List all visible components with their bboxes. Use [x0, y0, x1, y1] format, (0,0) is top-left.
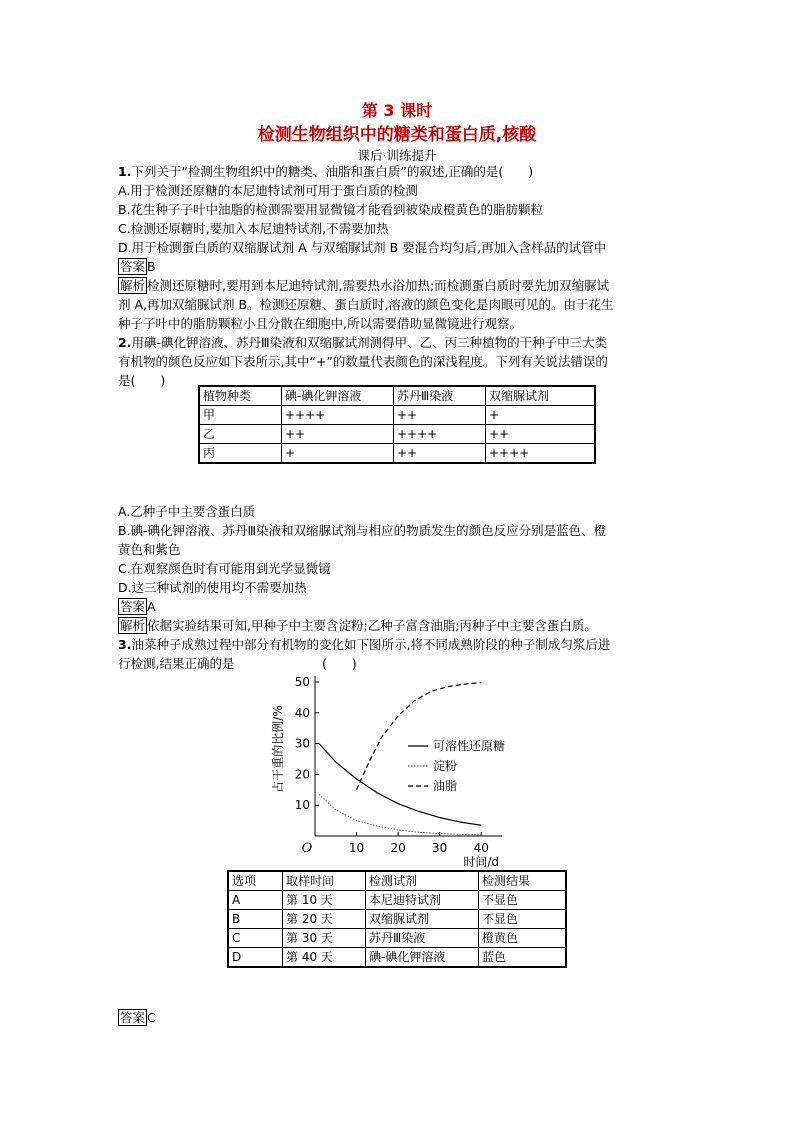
table-row — [228, 891, 566, 910]
table-cell: C — [228, 929, 283, 948]
q3-answer — [118, 1008, 678, 1027]
q2-answer — [118, 597, 678, 616]
table-cell: ++++ — [282, 406, 394, 425]
q1-answer — [118, 257, 678, 276]
table-header-cell: 植物种类 — [199, 386, 282, 406]
answer-tag: 答案 — [120, 1010, 146, 1025]
table-cell: 碘-碘化钾溶液 — [366, 948, 479, 968]
q2-stem-text-1: 用碘-碘化钾溶液、苏丹Ⅲ染液和双缩脲试剂测得甲、乙、丙三种植物的干种子中三大类 — [131, 335, 608, 350]
table-header-cell: 取样时间 — [283, 871, 366, 891]
table-cell: 本尼迪特试剂 — [366, 891, 479, 910]
q2-analysis-text: 依据实验结果可知,甲种子中主要含淀粉;乙种子富含油脂;丙种子中主要含蛋白质。 — [147, 618, 597, 633]
q1-option-d: D.用于检测蛋白质的双缩脲试剂 A 与双缩脲试剂 B 要混合均匀后,再加入含样品的试管中 — [118, 240, 607, 255]
y-axis-label: 占干重的比例/% — [271, 705, 285, 793]
table-cell: ++ — [394, 406, 486, 425]
q3-stem-line-2: 行检测,结果正确的是 ( ) — [118, 656, 357, 671]
table-cell: 第 10 天 — [283, 891, 366, 910]
table-cell: 丙 — [199, 444, 282, 464]
origin-label: O — [301, 841, 313, 856]
q1-stem — [118, 162, 678, 181]
table-cell: 不显色 — [479, 910, 567, 929]
table-header-cell: 检测试剂 — [366, 871, 479, 891]
x-tick-label: 40 — [473, 841, 489, 855]
y-tick-label: 30 — [294, 736, 310, 751]
q2-stem-line-2: 有机物的颜色反应如下表所示,其中“+”的数量代表颜色的深浅程度。下列有关说法错误的 — [118, 354, 608, 369]
q2-option-c: C.在观察颜色时有可能用到光学显微镜 — [118, 561, 331, 576]
q2-answer-value: A — [147, 599, 156, 614]
legend-label: 油脂 — [433, 779, 458, 793]
q1-option-c: C.检测还原糖时,要加入本尼迪特试剂,不需要加热 — [118, 221, 389, 236]
x-tick-label: 10 — [348, 841, 365, 855]
q3-number: 3. — [118, 637, 132, 652]
q2-option-b-cont: 黄色和紫色 — [118, 542, 181, 557]
page-subtitle: 课后·训练提升 — [357, 148, 437, 163]
table-cell: ++ — [486, 425, 596, 444]
table-header-cell: 碘-碘化钾溶液 — [282, 386, 394, 406]
legend-label: 可溶性还原糖 — [433, 739, 506, 753]
table-cell: 蓝色 — [479, 948, 567, 968]
chart-legend — [408, 738, 505, 793]
table-row — [199, 425, 595, 444]
table-cell: 第 30 天 — [283, 929, 366, 948]
q1-answer-value: B — [147, 259, 156, 274]
analysis-tag: 解析 — [120, 618, 146, 633]
series-line-2 — [319, 794, 481, 834]
table-row — [228, 929, 566, 948]
table-cell: 第 20 天 — [283, 910, 366, 929]
q2-analysis — [118, 616, 678, 635]
table-cell: ++ — [394, 444, 486, 464]
table-cell: 乙 — [199, 425, 282, 444]
q1-number: 1. — [118, 164, 132, 179]
q3-stem-line-1 — [118, 635, 678, 654]
table-row — [228, 910, 566, 929]
answer-tag: 答案 — [120, 259, 146, 274]
q1-analysis-text-1: 检测还原糖时,要用到本尼迪特试剂,需要热水浴加热;而检测蛋白质时要先加双缩脲试 — [147, 278, 610, 293]
table-row — [228, 948, 566, 968]
q2-option-d: D.这三种试剂的使用均不需要加热 — [118, 580, 307, 595]
table-cell: 橙黄色 — [479, 929, 567, 948]
table-cell: 苏丹Ⅲ染液 — [366, 929, 479, 948]
table-cell: ++ — [282, 425, 394, 444]
axis-ticks — [295, 675, 489, 855]
table-header-cell: 选项 — [228, 871, 283, 891]
table-header-cell: 苏丹Ⅲ染液 — [394, 386, 486, 406]
lesson-number: 第 3 课时 — [361, 101, 433, 120]
q2-number: 2. — [118, 335, 132, 350]
table-header-cell: 检测结果 — [479, 871, 567, 891]
q3-stem-text-1: 油菜种子成熟过程中部分有机物的变化如下图所示,将不同成熟阶段的种子制成匀浆后进 — [131, 637, 611, 652]
q3-table — [227, 870, 567, 968]
q2-option-b: B.碘-碘化钾溶液、苏丹Ⅲ染液和双缩脲试剂与相应的物质发生的颜色反应分别是蓝色、橙 — [118, 523, 607, 538]
y-tick-label: 20 — [294, 767, 310, 782]
table-header-row — [199, 386, 595, 406]
table-header-row — [228, 871, 566, 891]
q1-stem-text: 下列关于“检测生物组织中的糖类、油脂和蛋白质”的叙述,正确的是( ) — [131, 164, 534, 179]
table-cell: B — [228, 910, 283, 929]
x-tick-label: 30 — [432, 841, 448, 855]
table-header-cell: 双缩脲试剂 — [486, 386, 596, 406]
series-line-3 — [357, 683, 482, 790]
q1-analysis-line-3: 种子子叶中的脂肪颗粒小且分散在细胞中,所以需要借助显微镜进行观察。 — [118, 316, 522, 331]
table-cell: + — [486, 406, 596, 425]
table-cell: 不显色 — [479, 891, 567, 910]
q2-stem-line-3: 是( ) — [118, 373, 166, 388]
x-axis-label: 时间/d — [463, 855, 500, 868]
table-cell: 双缩脲试剂 — [366, 910, 479, 929]
q2-table — [198, 385, 596, 464]
page-title: 检测生物组织中的糖类和蛋白质,核酸 — [257, 125, 537, 145]
x-tick-label: 20 — [390, 841, 406, 855]
legend-label: 淀粉 — [433, 759, 458, 773]
q1-option-a: A.用于检测还原糖的本尼迪特试剂可用于蛋白质的检测 — [118, 183, 418, 198]
table-row — [199, 406, 595, 425]
table-cell: 甲 — [199, 406, 282, 425]
q2-option-a: A.乙种子中主要含蛋白质 — [118, 504, 256, 519]
y-tick-label: 10 — [294, 798, 310, 813]
q2-stem-line-1 — [118, 333, 678, 352]
y-tick-label: 40 — [294, 705, 310, 720]
chart-plot-group — [270, 675, 505, 868]
q1-option-b: B.花生种子子叶中油脂的检测需要用显微镜才能看到被染成橙黄色的脂肪颗粒 — [118, 202, 544, 217]
table-cell: + — [282, 444, 394, 464]
table-cell: D — [228, 948, 283, 968]
q1-analysis-line-2: 剂 A,再加双缩脲试剂 B。检测还原糖、蛋白质时,溶液的颜色变化是肉眼可见的。由于花生 — [118, 297, 614, 312]
q3-answer-value: C — [147, 1010, 156, 1025]
y-tick-label: 50 — [294, 675, 310, 689]
answer-tag: 答案 — [120, 599, 146, 614]
q1-analysis-line-1 — [118, 276, 678, 295]
table-cell: ++++ — [486, 444, 596, 464]
line-chart — [270, 668, 530, 868]
analysis-tag: 解析 — [120, 278, 146, 293]
table-cell: 第 40 天 — [283, 948, 366, 968]
table-cell: ++++ — [394, 425, 486, 444]
table-cell: A — [228, 891, 283, 910]
table-row — [199, 444, 595, 464]
